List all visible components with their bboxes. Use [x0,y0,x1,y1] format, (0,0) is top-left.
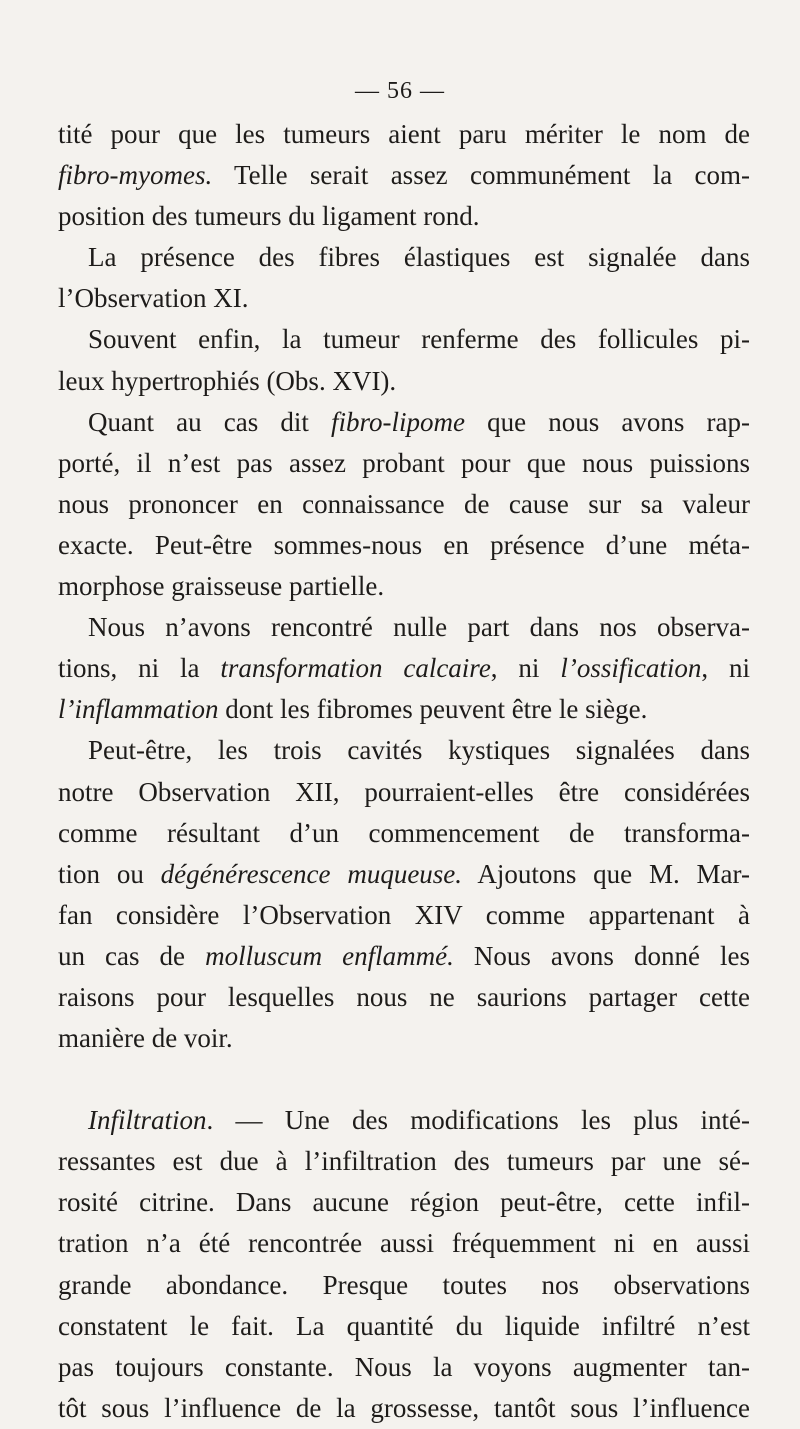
paragraph [58,402,750,607]
text-line [58,196,750,237]
text-line [58,648,750,689]
text-run: Telle serait assez communément la com- [212,160,750,191]
text-run: manière de voir. [58,1023,233,1054]
text-line [58,607,750,648]
text-run: position des tumeurs du ligament rond. [58,201,480,232]
text-line [58,1265,750,1306]
italic-text: transformation calcaire [220,653,491,684]
text-run: nous prononcer en connaissance de cause sur sa valeur [58,488,750,519]
text-run: Souvent enfin, la tumeur renferme des follicules pi- [88,324,750,355]
text-line [58,278,750,319]
text-run: raisons pour lesquelles nous ne saurions partager cette [58,981,750,1012]
paragraph [58,319,750,401]
text-run: dont les fibromes peuvent être le siège. [218,694,648,725]
text-line [58,1141,750,1182]
text-line [58,525,750,566]
text-run: que nous avons rap- [465,406,750,437]
text-run: Nous n’avons rencontré nulle part dans nos observa- [88,612,750,643]
text-run: leux hypertrophiés (Obs. XVI). [58,365,397,396]
italic-text: dégénérescence muqueuse. [160,858,463,889]
text-run: rosité citrine. Dans aucune région peut-être, cette infil- [58,1187,750,1218]
text-run: un cas de [58,940,206,971]
text-line [58,1182,750,1223]
text-run: tité pour que les tumeurs aient paru mériter le nom de [58,119,750,149]
text-run: , ni [701,653,750,684]
italic-text: l’inflammation [58,694,219,725]
text-line [58,895,750,936]
text-line [58,114,750,155]
text-line [58,977,750,1018]
italic-text: Infiltration [88,1105,207,1136]
paragraph-gap [58,1059,750,1100]
text-run: l’Observation XI. [58,283,249,314]
text-run: tôt sous l’influence de la grossesse, tantôt sous l’influence [58,1392,750,1423]
text-run: notre Observation XII, pourraient-elles être considérées [58,776,750,807]
text-line [58,1347,750,1388]
text-line [58,689,750,730]
text-line [58,1018,750,1059]
text-line [58,1388,750,1429]
text-line [58,854,750,895]
text-run: grande abondance. Presque toutes nos observations [58,1269,750,1300]
paragraph [58,114,750,237]
text-line [58,237,750,278]
text-run: Peut-être, les trois cavités kystiques signalées dans [88,735,750,766]
text-run: constatent le fait. La quantité du liquide infiltré n’est [58,1310,750,1341]
paragraph [58,1100,750,1429]
text-line [58,1306,750,1347]
paragraph [58,607,750,730]
text-line [58,936,750,977]
paragraph [58,730,750,1059]
text-run: pas toujours constante. Nous la voyons augmenter tan- [58,1351,750,1382]
text-line [58,361,750,402]
paragraph [58,237,750,319]
text-run: La présence des fibres élastiques est signalée dans [88,242,750,273]
italic-text: molluscum enflammé. [205,940,454,971]
text-run: morphose graisseuse partielle. [58,571,385,602]
text-run: . — Une des modifications les plus inté- [206,1105,750,1136]
body-text [58,114,750,1429]
text-run: Nous avons donné les [453,940,750,971]
text-line [58,319,750,360]
text-line [58,730,750,771]
text-run: ressantes est due à l’infiltration des tumeurs par une sé- [58,1146,750,1177]
text-run: comme résultant d’un commencement de transforma- [58,817,750,848]
text-line [58,772,750,813]
text-run: , ni [490,653,561,684]
italic-text: l’ossification [560,653,702,684]
text-run: Ajoutons que M. Mar- [462,858,750,889]
text-run: tration n’a été rencontrée aussi fréquemment ni en aussi [58,1228,750,1259]
text-run: porté, il n’est pas assez probant pour que nous puissions [58,447,750,478]
italic-text: fibro-lipome [331,406,465,437]
text-line [58,813,750,854]
text-line [58,443,750,484]
text-run: tions, ni la [58,653,221,684]
text-line [58,402,750,443]
text-run: Quant au cas dit [88,406,331,437]
italic-text: fibro-myomes. [58,160,213,191]
text-line [58,1223,750,1264]
text-line [58,566,750,607]
text-line [58,155,750,196]
page-number: — 56 — [355,78,445,104]
text-run: exacte. Peut-être sommes-nous en présence d’une méta- [58,529,750,560]
text-line [58,1100,750,1141]
text-line [58,484,750,525]
text-run: fan considère l’Observation XIV comme appartenant à [58,899,750,930]
text-run: tion ou [58,858,161,889]
